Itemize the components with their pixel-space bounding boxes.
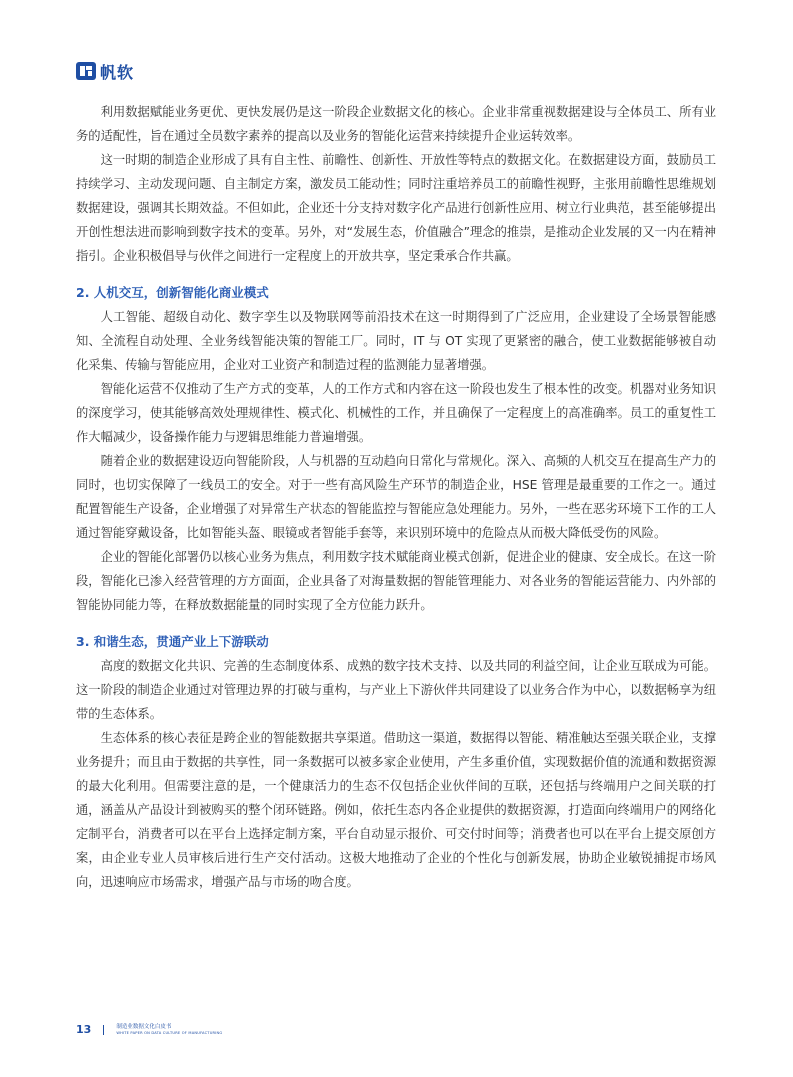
paragraph: 高度的数据文化共识、完善的生态制度体系、成熟的数字技术支持、以及共同的利益空间，让企业互联成为可能。这一阶段的制造企业通过对管理边界的打破与重构，与产业上下游伙伴共同建设了以业务合作为中心，以数据畅享为纽带的生态体系。: [76, 659, 716, 721]
paragraph: 生态体系的核心表征是跨企业的智能数据共享渠道。借助这一渠道，数据得以智能、精准触达至强关联企业，支撑业务提升；而且由于数据的共享性，同一条数据可以被多家企业使用，产生多重价值，实现数据价值的流通和数据资源的最大化利用。但需要注意的是，一个健康活力的生态不仅包括企业伙伴间的互联，还包括与终端用户之间关联的打通，涵盖从产品设计到被购买的整个闭环链路。例如，依托生态内各企业提供的数据资源，打造面向终端用户的网络化定制平台，消费者可以在平台上选择定制方案，平台自动显示报价、可交付时间等；消费者也可以在平台上提交原创方案，由企业专业人员审核后进行生产交付活动。这极大地推动了企业的个性化与创新发展，协助企业敏锐捕捉市场风向，迅速响应市场需求，增强产品与市场的吻合度。: [76, 731, 716, 889]
paragraph: 这一时期的制造企业形成了具有自主性、前瞻性、创新性、开放性等特点的数据文化。在数据建设方面，鼓励员工持续学习、主动发现问题、自主制定方案，激发员工能动性；同时注重培养员工的前瞻性视野，主张用前瞻性思维规划数据建设，强调其长期效益。不但如此，企业还十分支持对数字化产品进行创新性应用、树立行业典范，甚至能够提出开创性想法进而影响到数字技术的变革。另外，对“发展生态，价值融合”理念的推崇，是推动企业发展的又一内在精神指引。企业积极倡导与伙伴之间进行一定程度上的开放共享，坚定秉承合作共赢。: [76, 153, 716, 263]
footer-title-cn: 制造业数据文化白皮书: [116, 1023, 172, 1030]
section-heading: 3. 和谐生态，贯通产业上下游联动: [76, 634, 269, 649]
footer-title: [116, 1024, 222, 1036]
section-heading: 2. 人机交互，创新智能化商业模式: [76, 285, 269, 300]
page-footer: [76, 1023, 222, 1036]
logo-text: 帆软: [100, 62, 135, 82]
paragraph: 随着企业的数据建设迈向智能阶段，人与机器的互动趋向日常化与常规化。深入、高频的人机交互在提高生产力的同时，也切实保障了一线员工的安全。对于一些有高风险生产环节的制造企业，HSE 管理是最重要的工作之一。通过配置智能生产设备，企业增强了对异常生产状态的智能监控与智能应急处理能力。另外，一些在恶劣环境下工作的工人通过智能穿戴设备，比如智能头盔、眼镜或者智能手套等，来识别环境中的危险点从而极大降低受伤的风险。: [76, 454, 716, 540]
footer-divider: [103, 1025, 104, 1035]
paragraph: 智能化运营不仅推动了生产方式的变革，人的工作方式和内容在这一阶段也发生了根本性的改变。机器对业务知识的深度学习，使其能够高效处理规律性、模式化、机械性的工作，并且确保了一定程度上的高准确率。员工的重复性工作大幅减少，设备操作能力与逻辑思维能力普遍增强。: [76, 382, 716, 444]
page-number: 13: [76, 1023, 92, 1036]
paragraph: 人工智能、超级自动化、数字孪生以及物联网等前沿技术在这一时期得到了广泛应用，企业建设了全场景智能感知、全流程自动处理、全业务线智能决策的智能工厂。同时，IT 与 OT 实现了更紧密的融合，使工业数据能够被自动化采集、传输与智能应用，企业对工业资产和制造过程的监测能力显著增强。: [76, 310, 716, 372]
paragraph: 利用数据赋能业务更优、更快发展仍是这一阶段企业数据文化的核心。企业非常重视数据建设与全体员工、所有业务的适配性，旨在通过全员数字素养的提高以及业务的智能化运营来持续提升企业运转效率。: [76, 105, 716, 143]
paragraph: 企业的智能化部署仍以核心业务为焦点，利用数字技术赋能商业模式创新，促进企业的健康、安全成长。在这一阶段，智能化已渗入经营管理的方方面面，企业具备了对海量数据的智能管理能力、对各业务的智能运营能力、内外部的智能协同能力等，在释放数据能量的同时实现了全方位能力跃升。: [76, 550, 716, 612]
footer-title-en: WHITE PAPER ON DATA CULTURE OF MANUFACTURING: [116, 1030, 223, 1035]
fanruan-logo-icon: [76, 61, 96, 81]
document-body: [76, 100, 716, 894]
page-header: [76, 60, 134, 82]
